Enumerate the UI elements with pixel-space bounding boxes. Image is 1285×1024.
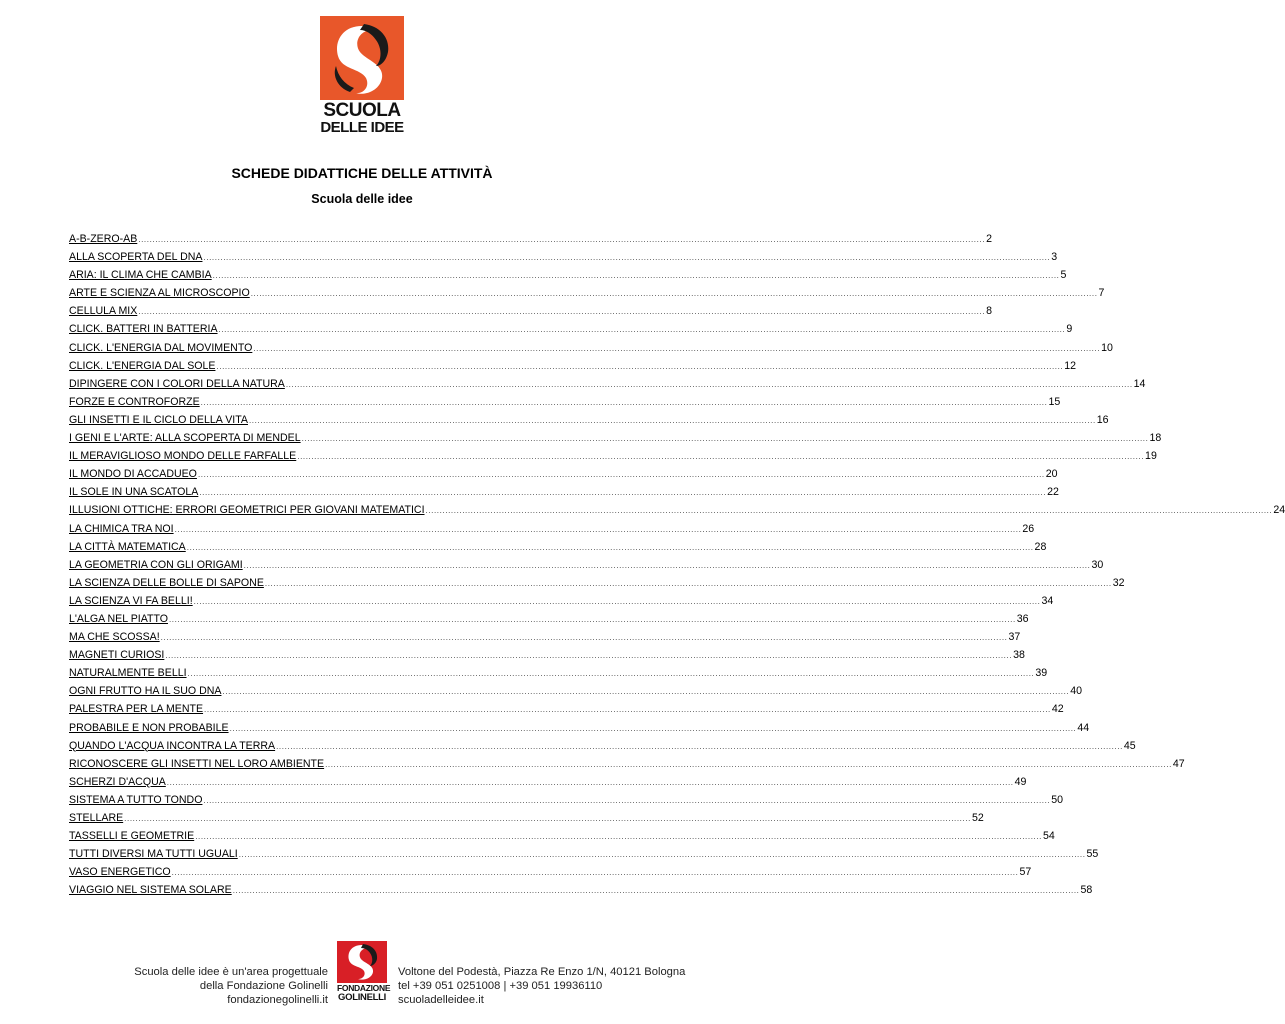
toc-entry-link[interactable]: LA CHIMICA TRA NOI [69, 522, 174, 535]
toc-leader-dots: ............................................................................................................................................................................................................................................................................................................ [253, 343, 1101, 353]
toc-entry-link[interactable]: MAGNETI CURIOSI [69, 649, 165, 662]
toc-leader-dots: ............................................................................................................................................................................................................................................................................................................ [160, 633, 1008, 643]
toc-entry-link[interactable]: NATURALMENTE BELLI [69, 667, 187, 680]
toc-entry-link[interactable]: ALLA SCOPERTA DEL DNA [69, 251, 203, 264]
toc-entry-link[interactable]: LA GEOMETRIA CON GLI ORIGAMI [69, 558, 243, 571]
toc-page-number: 10 [1101, 341, 1113, 354]
logo-mark-icon [320, 16, 404, 100]
toc-entry[interactable] [69, 848, 1099, 866]
table-of-contents [69, 233, 1285, 902]
toc-entry[interactable] [69, 269, 1067, 287]
toc-entry-link[interactable]: OGNI FRUTTO HA IL SUO DNA [69, 685, 222, 698]
toc-entry-link[interactable]: ILLUSIONI OTTICHE: ERRORI GEOMETRICI PER GIOVANI MATEMATICI [69, 504, 425, 517]
toc-entry-link[interactable]: CLICK. L'ENERGIA DAL MOVIMENTO [69, 341, 253, 354]
toc-entry[interactable] [69, 721, 1090, 740]
toc-entry-link[interactable]: IL SOLE IN UNA SCATOLA [69, 486, 199, 499]
toc-entry-link[interactable]: ARTE E SCIENZA AL MICROSCOPIO [69, 287, 250, 300]
toc-leader-dots: ............................................................................................................................................................................................................................................................................................................ [186, 542, 1034, 552]
toc-leader-dots: ............................................................................................................................................................................................................................................................................................................ [195, 832, 1042, 842]
toc-leader-dots: ............................................................................................................................................................................................................................................................................................................ [216, 361, 1064, 371]
toc-entry[interactable] [69, 468, 1058, 486]
toc-entry[interactable] [69, 775, 1027, 794]
toc-page-number: 45 [1123, 739, 1136, 752]
toc-leader-dots: ............................................................................................................................................................................................................................................................................................................ [285, 379, 1133, 389]
toc-entry[interactable] [69, 395, 1061, 414]
toc-leader-dots: ............................................................................................................................................................................................................................................................................................................ [250, 289, 1098, 299]
toc-page-number: 24 [1273, 504, 1285, 517]
toc-entry-link[interactable]: TASSELLI E GEOMETRIE [69, 830, 195, 843]
toc-entry-link[interactable]: IL MERAVIGLIOSO MONDO DELLE FARFALLE [69, 450, 297, 463]
toc-leader-dots: ............................................................................................................................................................................................................................................................................................................ [165, 651, 1013, 661]
toc-entry-link[interactable]: L'ALGA NEL PIATTO [69, 612, 168, 625]
toc-leader-dots: ............................................................................................................................................................................................................................................................................................................ [138, 235, 986, 244]
toc-entry[interactable] [69, 287, 1105, 305]
toc-page-number: 58 [1080, 884, 1093, 897]
toc-entry[interactable] [69, 812, 984, 830]
toc-entry[interactable] [69, 576, 1125, 595]
toc-entry[interactable] [69, 432, 1162, 450]
toc-entry[interactable] [69, 739, 1136, 758]
toc-entry-link[interactable]: STELLARE [69, 812, 124, 824]
toc-leader-dots: ............................................................................................................................................................................................................................................................................................................ [325, 759, 1172, 769]
toc-page-number: 9 [1066, 323, 1073, 336]
toc-page-number: 18 [1149, 432, 1162, 445]
toc-entry-link[interactable]: VASO ENERGETICO [69, 866, 171, 879]
toc-entry[interactable] [69, 649, 1025, 667]
fondazione-golinelli-logo [337, 941, 391, 1003]
toc-page-number: 12 [1064, 359, 1077, 372]
footer-right: Voltone del Podestà, Piazza Re Enzo 1/N, 40121 Bologna tel +39 051 0251008 | +39 051 19936110 scuoladelleidee.it [398, 966, 686, 1006]
toc-entry-link[interactable]: QUANDO L'ACQUA INCONTRA LA TERRA [69, 739, 276, 752]
toc-entry-link[interactable]: VIAGGIO NEL SISTEMA SOLARE [69, 884, 232, 897]
toc-entry[interactable] [69, 486, 1059, 504]
toc-entry[interactable] [69, 540, 1047, 559]
toc-entry[interactable] [69, 703, 1064, 721]
toc-entry[interactable] [69, 757, 1185, 776]
toc-page-number: 50 [1051, 793, 1064, 806]
toc-page-number: 16 [1096, 413, 1109, 426]
toc-leader-dots: ............................................................................................................................................................................................................................................................................................................ [203, 795, 1051, 805]
fondazione-wordmark: FONDAZIONE GOLINELLI [337, 983, 391, 1003]
footer-left: Scuola delle idee è un'area progettuale della Fondazione Golinelli fondazionegolinelli.it [134, 966, 328, 1006]
toc-entry[interactable] [69, 830, 1055, 848]
toc-page-number: 54 [1043, 830, 1055, 843]
toc-entry-link[interactable]: IL MONDO DI ACCADUEO [69, 468, 197, 481]
toc-entry-link[interactable]: LA SCIENZA DELLE BOLLE DI SAPONE [69, 576, 264, 589]
toc-page-number: 19 [1145, 450, 1157, 463]
toc-leader-dots: ............................................................................................................................................................................................................................................................................................................ [171, 868, 1019, 878]
toc-entry[interactable] [69, 305, 993, 323]
toc-entry[interactable] [69, 594, 1054, 613]
toc-page-number: 8 [986, 305, 993, 318]
toc-entry-link[interactable]: SCHERZI D'ACQUA [69, 775, 166, 788]
toc-page-number: 36 [1016, 612, 1029, 625]
toc-leader-dots: ............................................................................................................................................................................................................................................................................................................ [138, 307, 986, 317]
logo-wordmark: SCUOLA DELLE IDEE [320, 100, 404, 136]
toc-entry-link[interactable]: PALESTRA PER LA MENTE [69, 703, 204, 716]
toc-page-number: 38 [1013, 649, 1025, 662]
toc-entry[interactable] [69, 631, 1021, 649]
toc-page-number: 42 [1051, 703, 1064, 716]
toc-entry[interactable] [69, 558, 1104, 577]
toc-page-number: 34 [1041, 594, 1054, 607]
toc-page-number: 57 [1019, 866, 1032, 879]
toc-page-number: 55 [1086, 848, 1099, 861]
toc-page-number: 49 [1014, 775, 1027, 788]
toc-entry[interactable] [69, 793, 1064, 812]
toc-entry[interactable] [69, 233, 992, 251]
toc-page-number: 7 [1098, 287, 1105, 300]
toc-entry[interactable] [69, 685, 1083, 703]
toc-entry[interactable] [69, 667, 1048, 685]
toc-leader-dots: ............................................................................................................................................................................................................................................................................................................ [197, 470, 1045, 480]
toc-entry[interactable] [69, 450, 1157, 468]
toc-leader-dots: ............................................................................................................................................................................................................................................................................................................ [200, 397, 1048, 407]
toc-entry-link[interactable]: RICONOSCERE GLI INSETTI NEL LORO AMBIENTE [69, 757, 325, 770]
toc-entry[interactable] [69, 413, 1109, 432]
toc-leader-dots: ............................................................................................................................................................................................................................................................................................................ [248, 415, 1096, 425]
toc-entry-link[interactable]: ARIA: IL CLIMA CHE CAMBIA [69, 269, 212, 282]
toc-leader-dots: ............................................................................................................................................................................................................................................................................................................ [243, 560, 1091, 570]
toc-page-number: 52 [971, 812, 984, 824]
toc-page-number: 2 [986, 233, 992, 245]
toc-entry-link[interactable]: CLICK. L'ENERGIA DAL SOLE [69, 359, 216, 372]
toc-leader-dots: ............................................................................................................................................................................................................................................................................................................ [218, 325, 1066, 335]
toc-entry[interactable] [69, 359, 1077, 378]
toc-page-number: 20 [1045, 468, 1058, 481]
toc-leader-dots: ............................................................................................................................................................................................................................................................................................................ [199, 488, 1047, 498]
toc-leader-dots: ............................................................................................................................................................................................................................................................................................................ [193, 596, 1041, 606]
toc-leader-dots: ............................................................................................................................................................................................................................................................................................................ [238, 850, 1086, 860]
toc-entry[interactable] [69, 323, 1073, 341]
toc-leader-dots: ............................................................................................................................................................................................................................................................................................................ [229, 723, 1077, 733]
toc-leader-dots: ............................................................................................................................................................................................................................................................................................................ [187, 669, 1035, 679]
toc-entry-link[interactable]: LA CITTÀ MATEMATICA [69, 540, 186, 553]
toc-entry-link[interactable]: MA CHE SCOSSA! [69, 631, 160, 644]
toc-page-number: 26 [1022, 522, 1035, 535]
toc-page-number: 32 [1112, 576, 1125, 589]
toc-leader-dots: ............................................................................................................................................................................................................................................................................................................ [264, 578, 1112, 588]
scuola-delle-idee-logo [320, 16, 404, 134]
toc-leader-dots: ............................................................................................................................................................................................................................................................................................................ [222, 687, 1070, 697]
toc-leader-dots: ............................................................................................................................................................................................................................................................................................................ [232, 886, 1080, 896]
toc-page-number: 3 [1051, 251, 1058, 264]
toc-entry-link[interactable]: SISTEMA A TUTTO TONDO [69, 793, 203, 806]
toc-leader-dots: ............................................................................................................................................................................................................................................................................................................ [425, 506, 1273, 516]
footer-website-link[interactable]: fondazionegolinelli.it [227, 994, 328, 1006]
toc-leader-dots: ............................................................................................................................................................................................................................................................................................................ [166, 777, 1014, 787]
toc-page-number: 14 [1133, 377, 1146, 390]
toc-page-number: 44 [1077, 721, 1090, 734]
toc-leader-dots: ............................................................................................................................................................................................................................................................................................................ [204, 705, 1051, 715]
toc-entry[interactable] [69, 866, 1032, 884]
toc-page-number: 5 [1060, 269, 1067, 282]
toc-page-number: 15 [1048, 395, 1061, 408]
toc-entry[interactable] [69, 377, 1146, 396]
toc-leader-dots: ............................................................................................................................................................................................................................................................................................................ [124, 814, 971, 823]
toc-entry-link[interactable]: DIPINGERE CON I COLORI DELLA NATURA [69, 377, 285, 390]
toc-entry-link[interactable]: A-B-ZERO-AB [69, 233, 138, 245]
toc-entry-link[interactable]: FORZE E CONTROFORZE [69, 395, 200, 408]
toc-page-number: 37 [1008, 631, 1021, 644]
toc-entry-link[interactable]: I GENI E L'ARTE: ALLA SCOPERTA DI MENDEL [69, 432, 301, 445]
toc-leader-dots: ............................................................................................................................................................................................................................................................................................................ [168, 614, 1016, 624]
toc-entry[interactable] [69, 251, 1058, 269]
toc-page-number: 28 [1034, 540, 1047, 553]
toc-leader-dots: ............................................................................................................................................................................................................................................................................................................ [212, 271, 1060, 281]
fondazione-logo-mark-icon [337, 941, 387, 983]
toc-page-number: 39 [1035, 667, 1048, 680]
toc-leader-dots: ............................................................................................................................................................................................................................................................................................................ [174, 524, 1022, 534]
toc-entry[interactable] [69, 504, 1285, 522]
document-subtitle: Scuola delle idee [311, 192, 413, 206]
toc-entry[interactable] [69, 612, 1029, 631]
toc-page-number: 40 [1070, 685, 1083, 698]
toc-entry-link[interactable]: LA SCIENZA VI FA BELLI! [69, 594, 193, 607]
toc-entry-link[interactable]: TUTTI DIVERSI MA TUTTI UGUALI [69, 848, 238, 861]
footer-site-link[interactable]: scuoladelleidee.it [398, 994, 484, 1006]
toc-entry-link[interactable]: CELLULA MIX [69, 305, 138, 318]
toc-page-number: 47 [1172, 757, 1185, 770]
toc-entry-link[interactable]: CLICK. BATTERI IN BATTERIA [69, 323, 218, 336]
toc-entry[interactable] [69, 884, 1093, 902]
toc-leader-dots: ............................................................................................................................................................................................................................................................................................................ [297, 452, 1145, 462]
toc-leader-dots: ............................................................................................................................................................................................................................................................................................................ [276, 741, 1123, 751]
toc-leader-dots: ............................................................................................................................................................................................................................................................................................................ [301, 434, 1149, 444]
toc-page-number: 30 [1091, 558, 1104, 571]
document-title: SCHEDE DIDATTICHE DELLE ATTIVITÀ [231, 165, 493, 181]
toc-entry[interactable] [69, 341, 1113, 360]
toc-entry-link[interactable]: GLI INSETTI E IL CICLO DELLA VITA [69, 413, 248, 426]
toc-leader-dots: ............................................................................................................................................................................................................................................................................................................ [203, 253, 1051, 263]
toc-entry-link[interactable]: PROBABILE E NON PROBABILE [69, 721, 229, 734]
toc-entry[interactable] [69, 522, 1035, 541]
toc-page-number: 22 [1047, 486, 1059, 499]
